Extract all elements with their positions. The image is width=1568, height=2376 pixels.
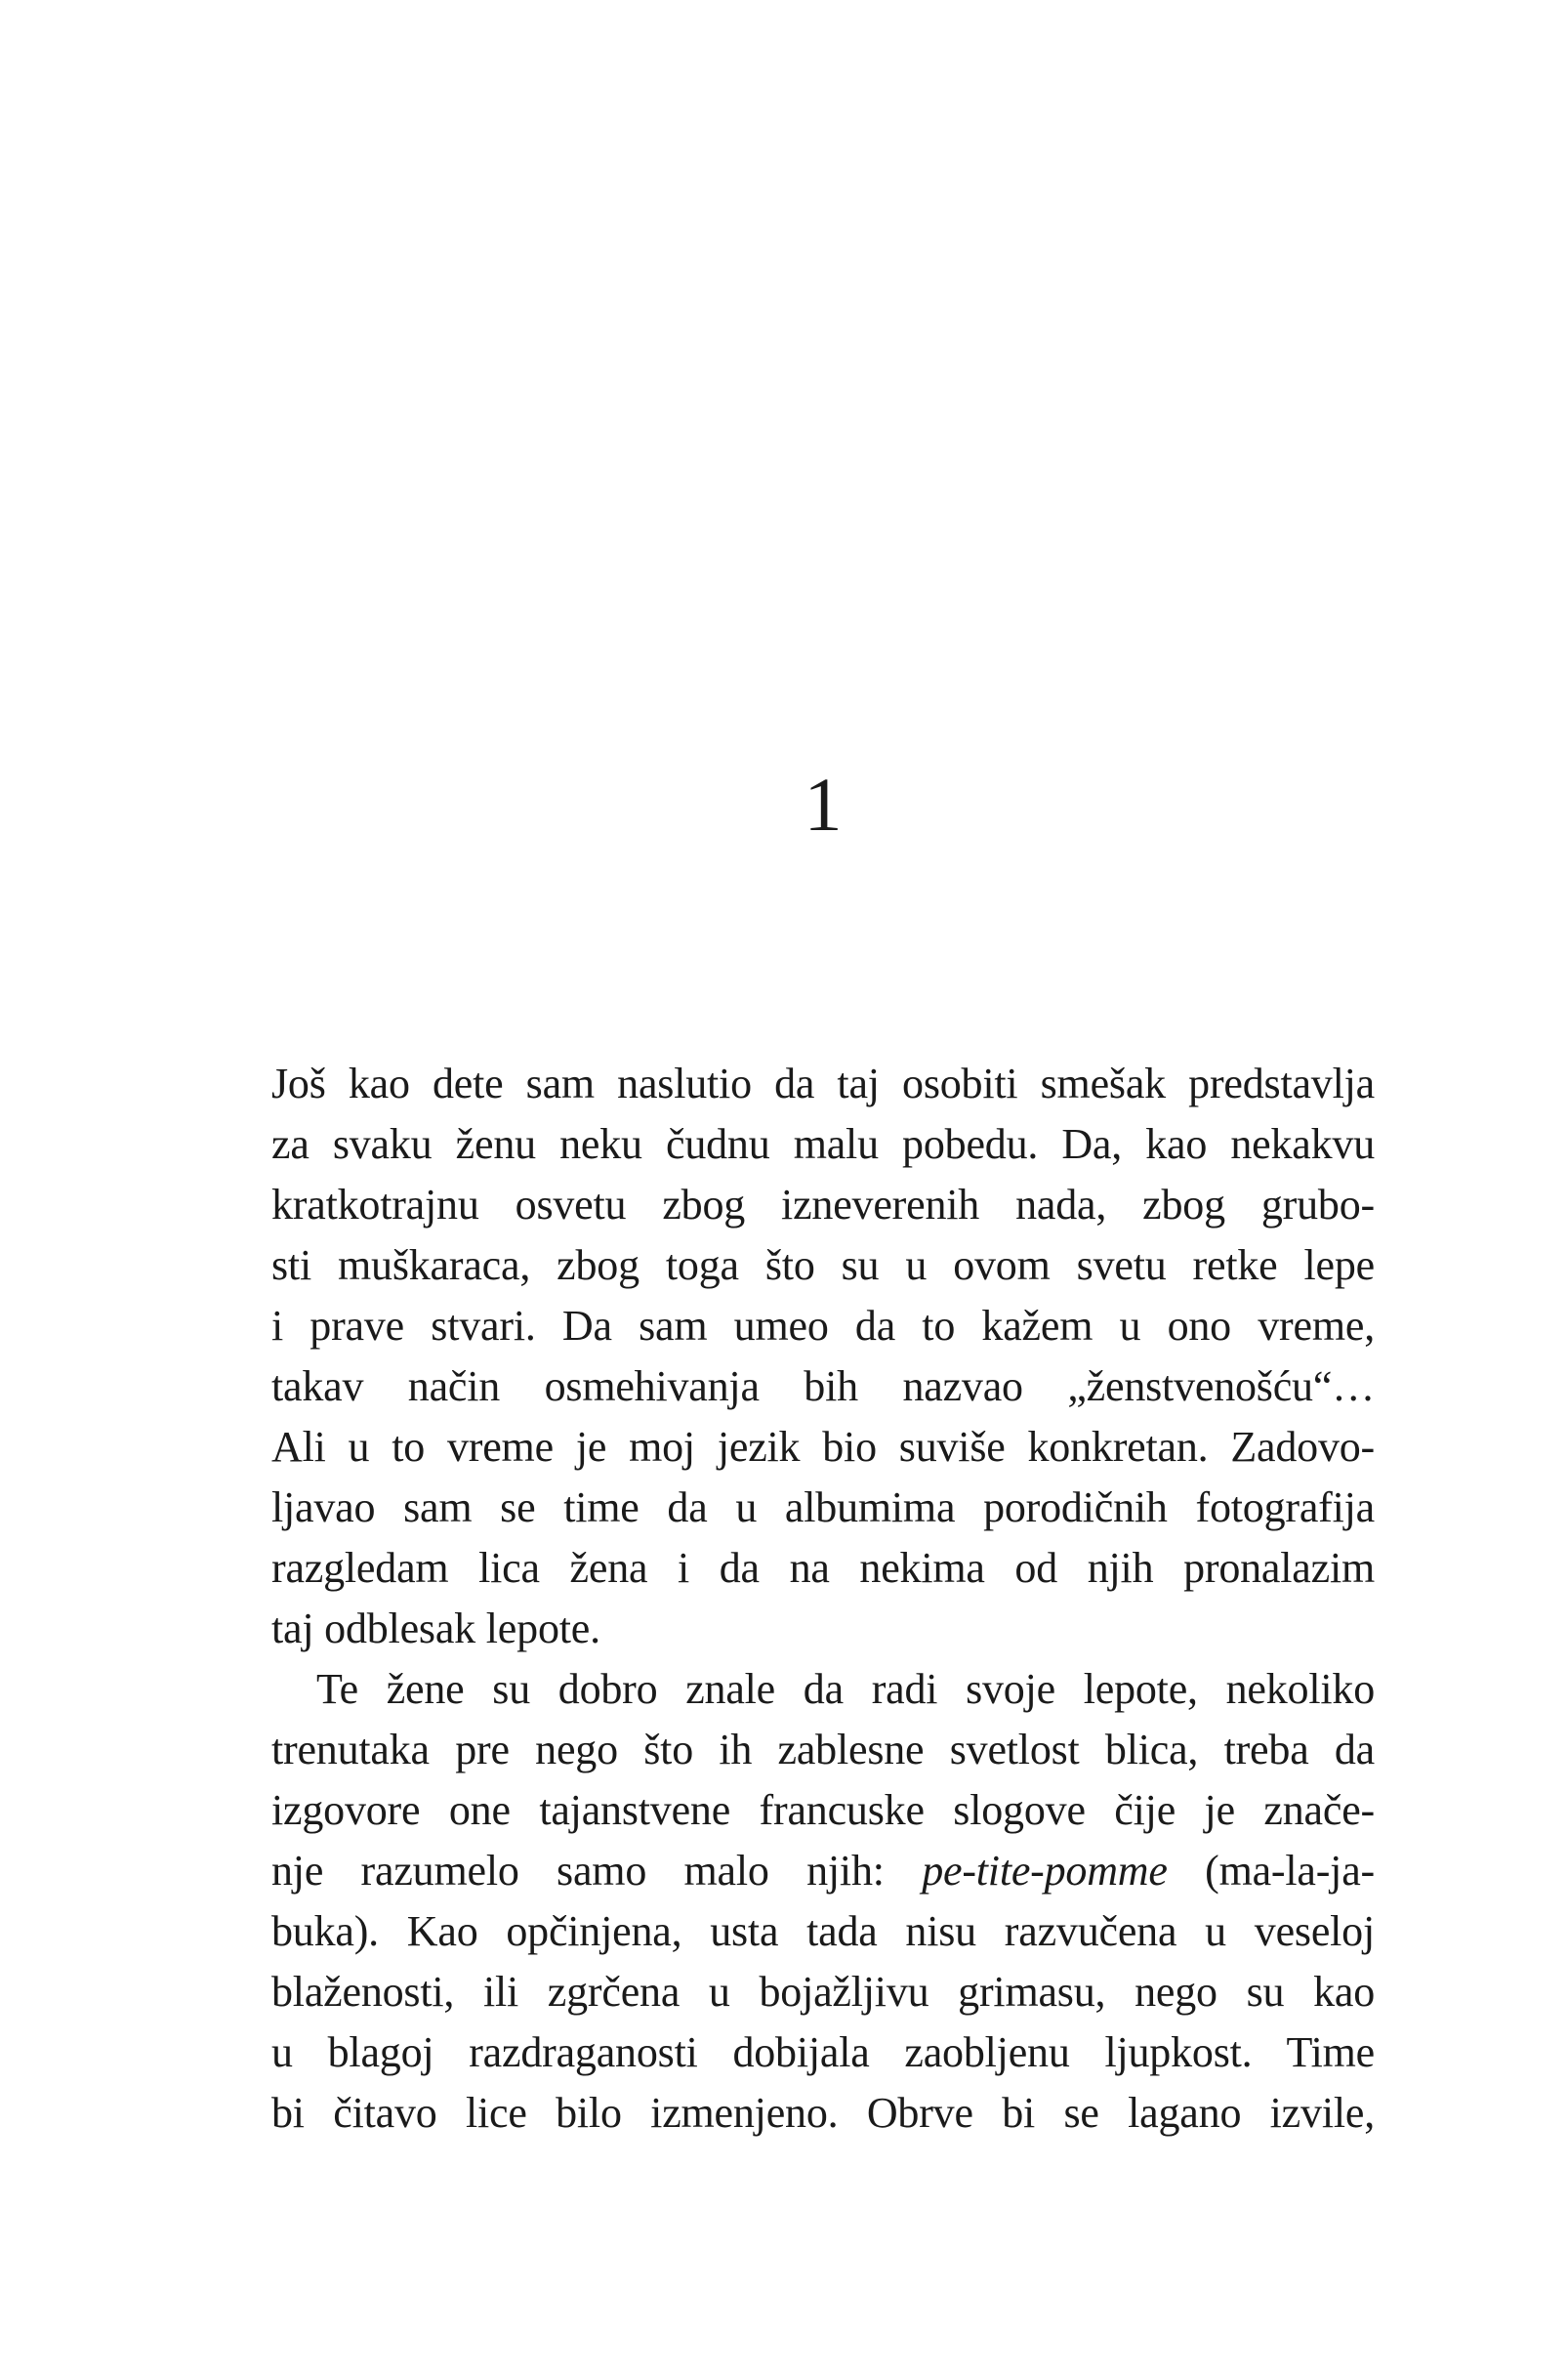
text-segment: bi čitavo lice bilo izmenjeno. Obrve bi se lagano izvile, [271, 2089, 1375, 2137]
text-line [271, 1054, 1375, 1114]
text-line [271, 1175, 1375, 1235]
text-segment: Ali u to vreme je moj jezik bio suviše konkretan. Zadovo- [271, 1423, 1375, 1471]
text-segment: takav način osmehivanja bih nazvao „ženstvenošću“… [271, 1362, 1375, 1410]
text-segment: u blagoj razdraganosti dobijala zaobljenu ljupkost. Time [271, 2028, 1375, 2076]
text-segment: taj odblesak lepote. [271, 1605, 600, 1652]
text-line [271, 1296, 1375, 1356]
chapter-number: 1 [804, 762, 843, 847]
text-line [271, 1901, 1375, 1962]
text-line [271, 2022, 1375, 2083]
text-segment: Te žene su dobro znale da radi svoje lepote, nekoliko [316, 1665, 1375, 1713]
text-line [271, 1659, 1375, 1720]
text-line [271, 1962, 1375, 2022]
text-line [271, 1720, 1375, 1780]
text-line [271, 1114, 1375, 1175]
paragraph [271, 1659, 1375, 2144]
text-segment: Još kao dete sam naslutio da taj osobiti smešak predstavlja [271, 1060, 1375, 1107]
text-line [271, 1538, 1375, 1599]
text-segment: izgovore one tajanstvene francuske slogove čije je znače- [271, 1786, 1375, 1834]
text-line [271, 1478, 1375, 1538]
text-segment: blaženosti, ili zgrčena u bojažljivu grimasu, nego su kao [271, 1968, 1375, 2016]
text-line [271, 1841, 1375, 1901]
text-segment: za svaku ženu neku čudnu malu pobedu. Da, kao nekakvu [271, 1120, 1375, 1168]
text-segment: buka). Kao opčinjena, usta tada nisu razvučena u veseloj [271, 1907, 1375, 1955]
text-line [271, 1417, 1375, 1478]
text-block [271, 1054, 1375, 2144]
text-segment: kratkotrajnu osvetu zbog izneverenih nada, zbog grubo- [271, 1181, 1375, 1229]
text-segment: i prave stvari. Da sam umeo da to kažem u ono vreme, [271, 1302, 1375, 1350]
text-segment: ljavao sam se time da u albumima porodičnih fotografija [271, 1483, 1375, 1531]
text-line [271, 1599, 1375, 1659]
text-column [271, 0, 1375, 2144]
text-segment: trenutaka pre nego što ih zablesne svetlost blica, treba da [271, 1726, 1375, 1773]
text-line [271, 1780, 1375, 1841]
text-segment: sti muškaraca, zbog toga što su u ovom svetu retke lepe [271, 1241, 1375, 1289]
text-line [271, 2083, 1375, 2144]
text-line [271, 1235, 1375, 1296]
text-line [271, 1356, 1375, 1417]
text-segment: (ma-la-ja- [1167, 1847, 1375, 1895]
paragraph [271, 1054, 1375, 1659]
text-segment: razgledam lica žena i da na nekima od njih pronalazim [271, 1544, 1375, 1592]
text-segment: nje razumelo samo malo njih: [271, 1847, 923, 1895]
italic-phrase: pe-tite-pomme [922, 1847, 1168, 1895]
